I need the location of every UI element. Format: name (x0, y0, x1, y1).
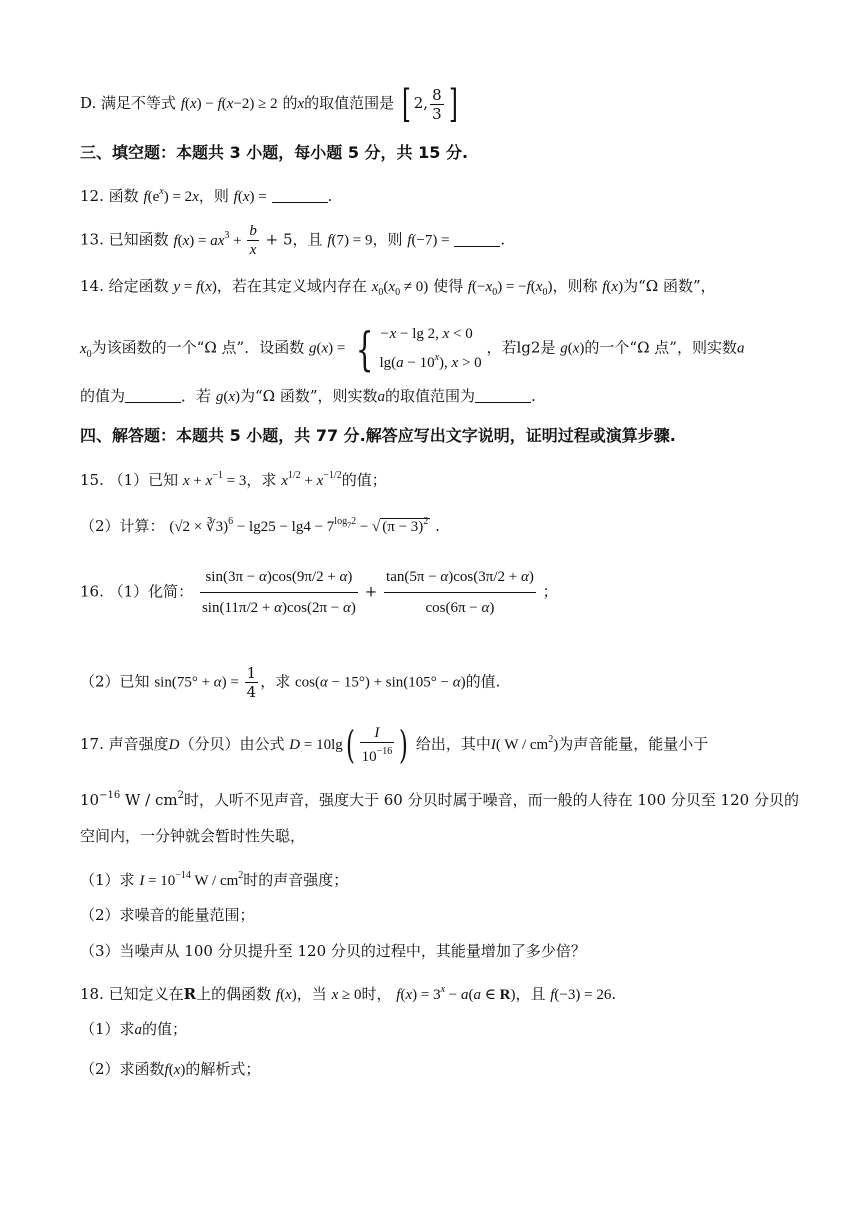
q16-p1: （1）化简： (108, 582, 194, 601)
q18-p2b: 的解析式； (185, 1060, 261, 1078)
question-18-part2 (80, 1059, 260, 1080)
q16-expr: cos(α − 15°) + sin(105° − α) (294, 674, 466, 691)
paren-left: ( (345, 723, 355, 767)
question-14-line1 (80, 276, 716, 303)
q18-cond: x ≥ 0 (331, 987, 362, 1003)
q13-num: 13. (80, 230, 104, 249)
question-17-line3: 空间内，一分钟就会暂时性失聪， (80, 827, 306, 845)
q14-g: g(x) = (309, 340, 346, 357)
q14-x0b: $x_0$ (80, 340, 92, 360)
q12-num: 12. (80, 187, 104, 205)
q14-answer-blank-1[interactable] (125, 388, 181, 403)
bracket-left: [ (401, 82, 411, 126)
question-17-part3: （3）当噪声从 100 分贝提升至 120 分贝的过程中，其能量增加了多少倍？ (80, 942, 586, 960)
q17-l1a: 声音强度 (108, 735, 169, 753)
section-4-title: 四、解答题：本题共 5 小题，共 77 分.解答应写出文字说明，证明过程或演算步骤. (80, 426, 676, 445)
q12-text2: ，则 (198, 187, 229, 205)
question-15-part2 (80, 512, 440, 537)
q14-l2d: 的一个“Ω 点”，则实数 (584, 338, 737, 357)
q14-l1b: ，若在其定义域内存在 (216, 277, 367, 295)
q13-answer-blank[interactable] (454, 232, 500, 247)
option-d (80, 84, 460, 124)
q14-f: f(x) (602, 279, 624, 295)
question-13: 13. 已知函数 $f(x) = ax^3$ + $\frac{b}{x}$ + 5，且 f(7) = 9，则 f(−7) = . (80, 223, 506, 258)
q17-l1b: （分贝）由公式 (179, 735, 285, 753)
q15-p1b: ，求 (246, 471, 277, 489)
q14-l3c: 为“Ω 函数”，则实数 (239, 387, 378, 405)
question-12 (80, 182, 332, 207)
question-16-part1 (80, 562, 558, 623)
q17-l1c: 给出，其中 (415, 735, 491, 753)
q13-formula: $f(x) = ax^3$ + (173, 229, 246, 249)
option-d-var: x (297, 96, 305, 112)
q14-l3e: . (531, 387, 536, 405)
q14-num: 14. (80, 277, 104, 295)
q14-l1a: 给定函数 (108, 277, 169, 295)
q18-l1d: 时， (361, 985, 392, 1003)
q13-text2: ，且 (292, 230, 323, 249)
q17-frac: $\frac{I}{10^{-16}}$ (361, 725, 393, 765)
q16-plus: + (364, 582, 378, 601)
q12-answer-blank[interactable] (272, 188, 328, 203)
q17-p1a: （1）求 (80, 871, 135, 889)
q12-target: f(x) = (233, 189, 267, 205)
option-d-formula: f(x) − f(x−2) ≥ 2 (180, 96, 278, 112)
q14-g2: g(x) (560, 340, 585, 357)
q14-lg2: lg2 (516, 338, 541, 357)
q17-D: D (168, 737, 180, 753)
q14-l3b: ．若 (181, 387, 212, 405)
q18-l1e: ，且 (515, 985, 546, 1003)
piecewise-cases: −x − lg 2, x < 0 $\lg(a - 10^x)$, x > 0 (379, 326, 482, 371)
q18-R: R (183, 985, 197, 1003)
q14-l2a: 为该函数的一个“Ω 点”．设函数 (91, 338, 305, 357)
q18-f: f(x) (275, 987, 297, 1003)
q18-l1a: 已知定义在 (108, 985, 184, 1003)
q16-frac2: $\frac{\tan(5\pi - \alpha)\cos(3\pi/2 + \alpha)}{\cos(6\pi - \alpha)}$ (384, 562, 536, 623)
q14-a2: a (377, 389, 386, 405)
interval-num: 8 (432, 85, 442, 104)
q12-text1: 函数 (108, 187, 139, 205)
piecewise-brace: { (356, 321, 374, 376)
q18-l1b: 上的偶函数 (196, 985, 272, 1003)
option-d-mid: 的 (282, 94, 298, 112)
q14-cond: $f(-x_0) = -f(x_0)$ (467, 279, 553, 298)
question-14-line3 (80, 386, 536, 407)
q16-p2b: ，求 (260, 672, 291, 691)
q15-p1c: 的值； (341, 471, 387, 489)
q18-given: f(−3) = 26 (550, 987, 612, 1003)
question-18-line1 (80, 980, 616, 1005)
q14-l1c: 使得 (433, 277, 464, 295)
q18-p1b: 的值； (142, 1020, 188, 1038)
q18-l1f: . (611, 985, 617, 1003)
q15-p2b: . (435, 517, 440, 535)
q18-p2: （2）求函数 (80, 1060, 165, 1078)
q14-x0: $x_0(x_0 \ne 0)$ (371, 279, 429, 298)
bracket-right: ] (448, 82, 458, 126)
q13-text3: ，则 (372, 230, 403, 249)
paren-right: ) (399, 723, 409, 767)
q14-func: y = f(x) (173, 279, 217, 295)
q18-f2: f(x) (164, 1062, 186, 1078)
q17-l2: 时，人听不见声音，强度大于 60 分贝时属于噪音，而一般的人待在 100 分贝至 120 分贝的 (183, 791, 799, 809)
q16-p2c: 的值. (465, 672, 501, 691)
q14-l2b: ，若 (486, 338, 517, 357)
q16-p2a: （2）已知 (80, 672, 150, 691)
q14-l1e: 为“Ω 函数”， (623, 277, 716, 295)
q16-frac1: $\frac{\sin(3\pi - \alpha)\cos(9\pi/2 + \alpha)}{\sin(11\pi/2 + \alpha)\cos(2\pi - \alpha)}$ (200, 562, 358, 623)
question-18-part1 (80, 1019, 187, 1040)
interval-frac (430, 86, 444, 123)
question-17-part2: （2）求噪音的能量范围； (80, 906, 255, 924)
question-17-line2 (80, 786, 799, 810)
interval-den: 3 (432, 104, 442, 123)
question-17-line1 (80, 724, 708, 766)
q18-formula: $f(x) = 3^x - a(a$ ∈ R) (396, 984, 516, 1003)
q13-target: f(−7) = (407, 232, 450, 249)
q13-frac: $\frac{b}{x}$ (249, 223, 257, 258)
q17-p1-formula: $I = 10^{-14}$ W / $cm^2$ (139, 870, 244, 889)
q14-l3d: 的取值范围为 (385, 387, 476, 405)
q13-text1: 已知函数 (108, 230, 169, 249)
q12-formula: $f(e^x) = 2x$ (143, 186, 199, 205)
option-d-label: D. 满足不等式 (80, 94, 177, 112)
question-17-part1 (80, 866, 348, 891)
q16-cond: sin(75° + α) = (154, 674, 243, 691)
q18-p1a: （1）求 (80, 1020, 135, 1038)
q15-calc: (√2 × ∛3)$^6$ − $\lg 25 - \lg 4 - 7^{log72}$ − √ $(\pi - 3)^2$ (169, 516, 429, 535)
interval-left: 2, (413, 94, 429, 112)
q15-num: 15. (80, 471, 104, 489)
q15-p2a: （2）计算： (80, 517, 165, 535)
q18-a: a (134, 1022, 143, 1038)
q14-g3: g(x) (215, 389, 240, 405)
q12-end: . (327, 187, 333, 205)
q14-answer-blank-2[interactable] (475, 388, 531, 403)
option-d-post: 的取值范围是 (304, 94, 395, 112)
q16-p1-end: ； (542, 582, 558, 601)
q16-frac-quarter: $\frac{1}{4}$ (246, 664, 257, 701)
q18-l1c: ，当 (296, 985, 327, 1003)
q14-l2c: 是 (540, 338, 556, 357)
q17-l1d: 为声音能量，能量小于 (558, 735, 709, 753)
q16-num: 16. (80, 582, 104, 601)
question-14-line2 (80, 322, 744, 375)
q17-I: I( W / $cm^2$) (490, 734, 559, 753)
q14-a: a (736, 340, 745, 357)
q17-num: 17. (80, 735, 104, 753)
q17-formula: D = 10lg (289, 737, 343, 753)
question-16-part2 (80, 664, 500, 701)
q13-end: . (500, 230, 506, 249)
q15-cond: $x + x^{-1} = 3$ (182, 470, 247, 489)
question-15-part1 (80, 466, 387, 491)
q14-l3a: 的值为 (80, 387, 126, 405)
q17-p1b: 时的声音强度； (243, 871, 349, 889)
q15-p1a: （1）已知 (108, 471, 179, 489)
section-3-title: 三、填空题：本题共 3 小题，每小题 5 分，共 15 分. (80, 143, 469, 162)
q15-expr: $x^{1/2} + x^{-1/2}$ (281, 470, 342, 489)
q13-cond: f(7) = 9 (327, 232, 373, 249)
q18-num: 18. (80, 985, 104, 1003)
q17-threshold: $10^{-16}$ W / $cm^2$ (80, 790, 184, 809)
q14-l1d: ，则称 (552, 277, 598, 295)
